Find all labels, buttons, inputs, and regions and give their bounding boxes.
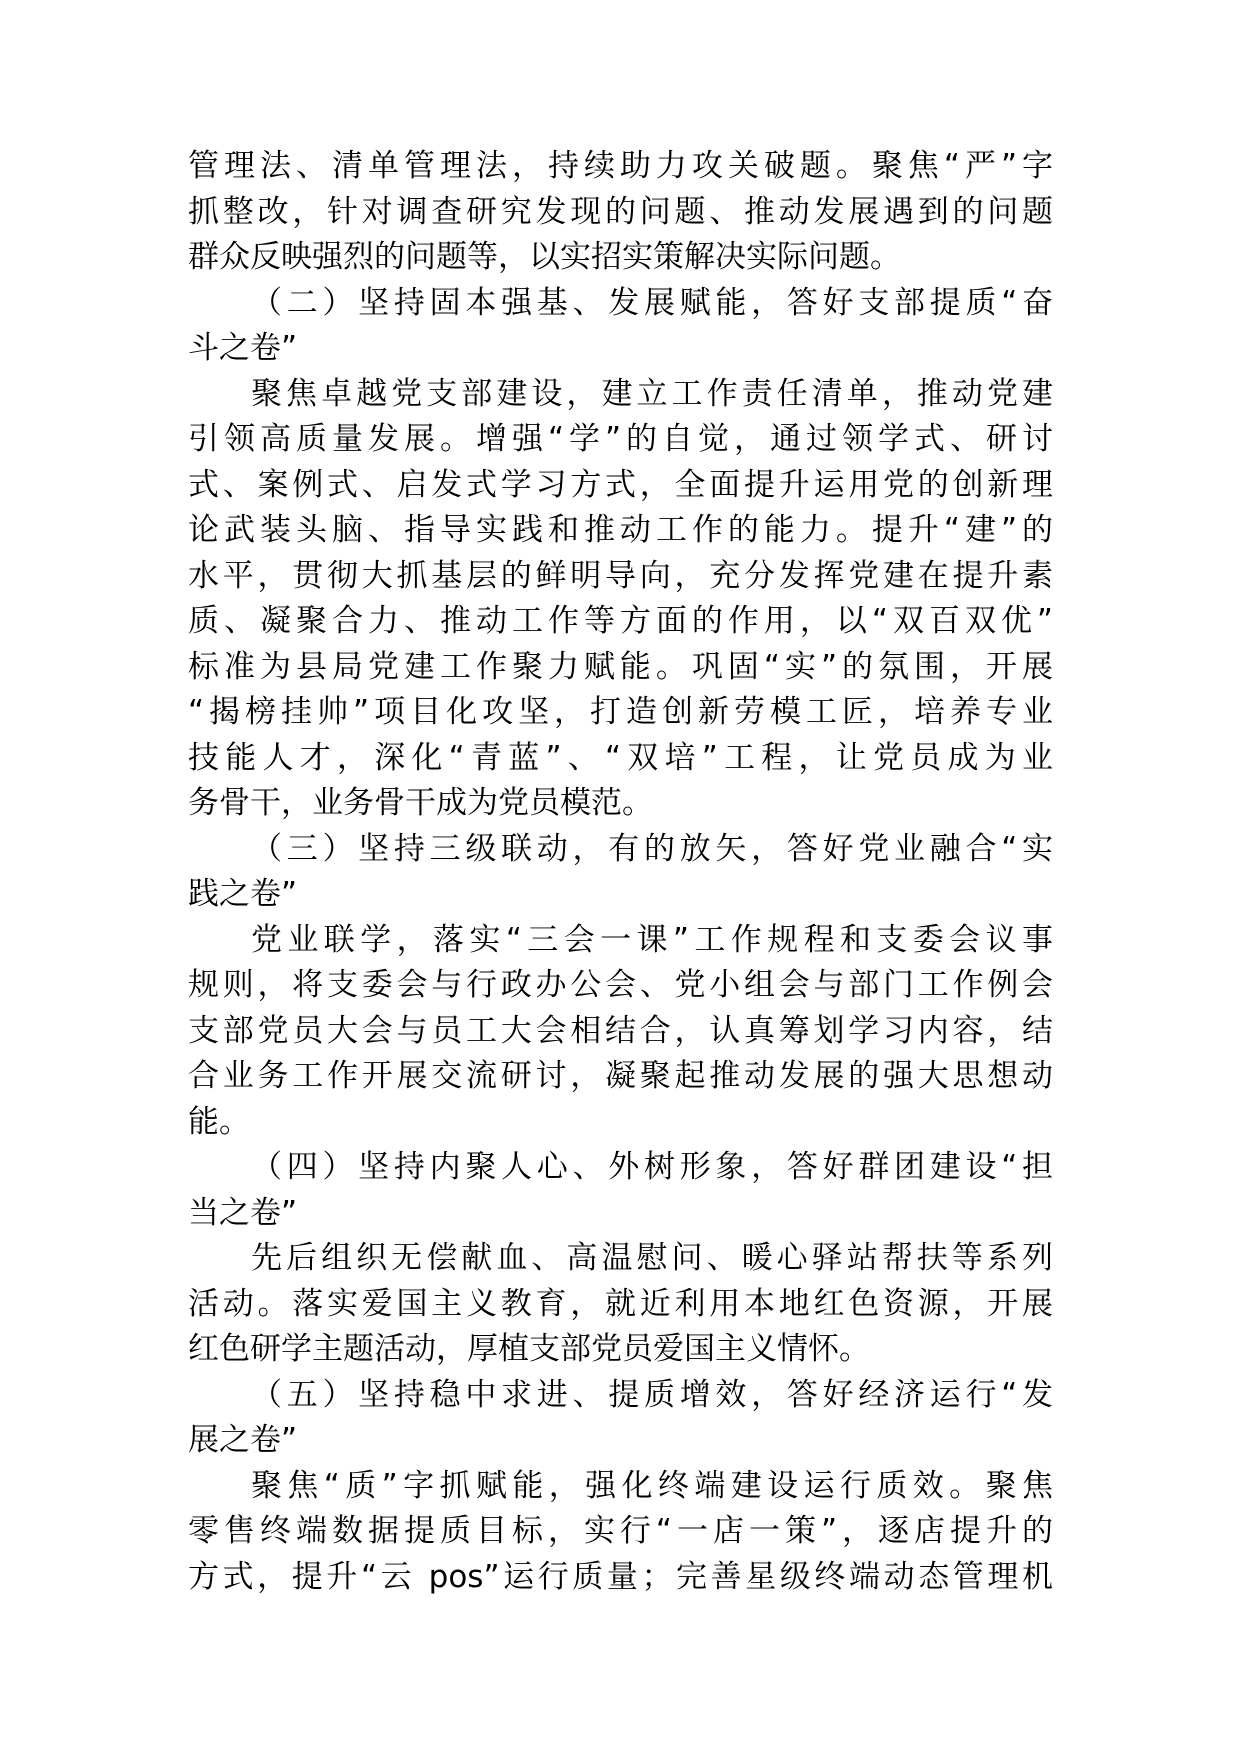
text-line: 聚焦“质”字抓赋能，强化终端建设运行质效。聚焦 bbox=[251, 1467, 1053, 1504]
text-line: 聚焦卓越党支部建设，建立工作责任清单，推动党建 bbox=[251, 375, 1053, 412]
text-line: “揭榜挂帅”项目化攻坚，打造创新劳模工匠，培养专业 bbox=[188, 694, 1053, 730]
text-line: 群众反映强烈的问题等，以实招实策解决实际问题。 bbox=[188, 239, 901, 275]
text-line: 规则，将支委会与行政办公会、党小组会与部门工作例会 bbox=[188, 967, 1053, 1003]
section-heading-continued: 展之卷” bbox=[188, 1422, 298, 1458]
section-heading: （五）坚持稳中求进、提质增效，答好经济运行“发 bbox=[251, 1376, 1053, 1413]
text-line: 标准为县局党建工作聚力赋能。巩固“实”的氛围，开展 bbox=[188, 648, 1053, 685]
section-heading-continued: 斗之卷” bbox=[188, 330, 298, 366]
text-line: 引领高质量发展。增强“学”的自觉，通过领学式、研讨 bbox=[188, 421, 1053, 457]
text-line: 先后组织无偿献血、高温慰问、暖心驿站帮扶等系列 bbox=[251, 1240, 1053, 1276]
section-heading: （二）坚持固本强基、发展赋能，答好支部提质“奋 bbox=[251, 284, 1053, 321]
document-page bbox=[188, 144, 1053, 1600]
section-heading: （四）坚持内聚人心、外树形象，答好群团建设“担 bbox=[251, 1149, 1053, 1185]
text-line: 管理法、清单管理法，持续助力攻关破题。聚焦“严”字 bbox=[188, 148, 1053, 184]
text-line: 零售终端数据提质目标，实行“一店一策”，逐店提升的 bbox=[188, 1513, 1053, 1549]
text-line: 支部党员大会与员工大会相结合，认真筹划学习内容，结 bbox=[188, 1012, 1053, 1049]
section-heading: （三）坚持三级联动，有的放矢，答好党业融合“实 bbox=[251, 830, 1053, 867]
text-line: 务骨干，业务骨干成为党员模范。 bbox=[188, 785, 653, 821]
text-line: 红色研学主题活动，厚植支部党员爱国主义情怀。 bbox=[188, 1331, 870, 1367]
text-line: 抓整改，针对调查研究发现的问题、推动发展遇到的问题 bbox=[188, 193, 1053, 230]
text-line: 式、案例式、启发式学习方式，全面提升运用党的创新理 bbox=[188, 466, 1053, 503]
text-line: 质、凝聚合力、推动工作等方面的作用，以“双百双优” bbox=[188, 603, 1053, 639]
text-line: 合业务工作开展交流研讨，凝聚起推动发展的强大思想动 bbox=[188, 1058, 1053, 1094]
text-line: 能。 bbox=[188, 1103, 250, 1140]
section-heading-continued: 践之卷” bbox=[188, 876, 298, 912]
text-line: 活动。落实爱国主义教育，就近利用本地红色资源，开展 bbox=[188, 1285, 1053, 1322]
text-line: 水平，贯彻大抓基层的鲜明导向，充分发挥党建在提升素 bbox=[188, 557, 1053, 594]
text-line: 论武装头脑、指导实践和推动工作的能力。提升“建”的 bbox=[188, 512, 1053, 548]
section-heading-continued: 当之卷” bbox=[188, 1194, 298, 1231]
text-line: 党业联学，落实“三会一课”工作规程和支委会议事 bbox=[251, 921, 1053, 958]
text-line: 方式，提升“云 pos”运行质量；完善星级终端动态管理机 bbox=[188, 1558, 1053, 1595]
text-line: 技能人才，深化“青蓝”、“双培”工程，让党员成为业 bbox=[188, 739, 1053, 776]
